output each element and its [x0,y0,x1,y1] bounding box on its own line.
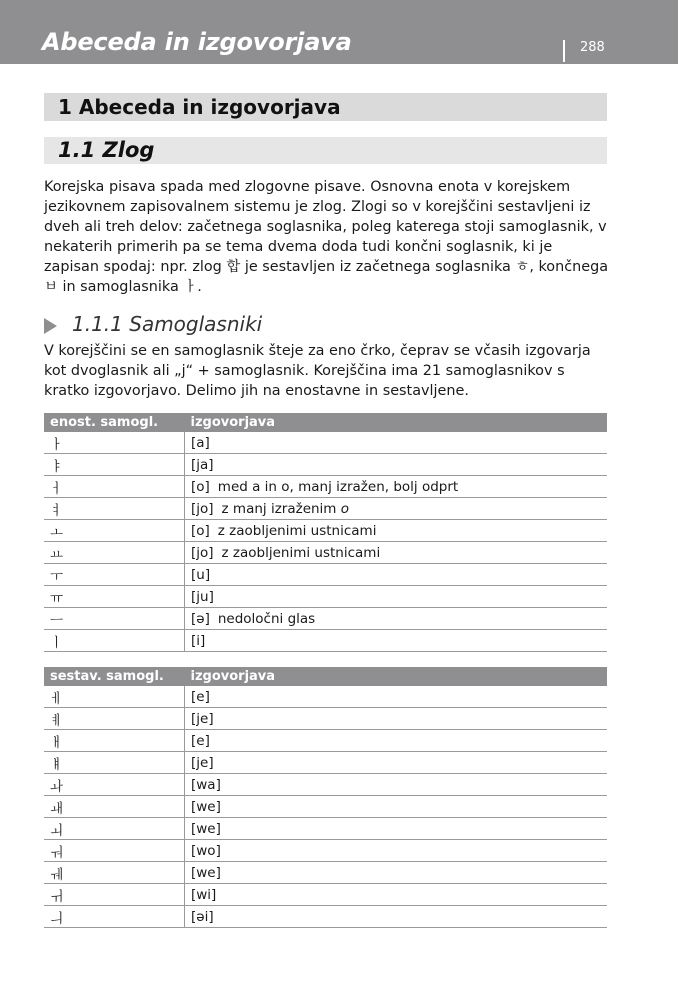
column-header: izgovorjava [185,413,608,432]
pronunciation: [a] [191,434,210,451]
pronunciation: [o] [191,478,210,495]
note-text: z zaobljenimi ustnicami [221,544,381,561]
table-row [44,630,607,652]
heading-3-text: 1.1.1 Samoglasniki [72,312,263,336]
table-row [44,498,607,520]
vowel-letter: ㅢ [44,906,185,928]
table-row [44,752,607,774]
table-row [44,774,607,796]
pronunciation-cell [185,686,608,708]
pronunciation: [o] [191,522,210,539]
pronunciation-note [218,479,458,495]
pronunciation: [ju] [191,588,214,605]
vowel-letter: ㅡ [44,608,185,630]
pronunciation: [ja] [191,456,214,473]
table-row [44,520,607,542]
pronunciation: [we] [191,820,221,837]
table-row [44,906,607,928]
pronunciation: [e] [191,688,210,705]
pronunciation: [wo] [191,842,221,859]
pronunciation-cell [185,730,608,752]
pronunciation-cell [185,454,608,476]
pronunciation: [je] [191,710,214,727]
vowel-letter: ㅗ [44,520,185,542]
vowel-letter: ㅕ [44,498,185,520]
table-header-row [44,667,607,686]
table-row [44,708,607,730]
heading-2 [44,137,607,164]
pronunciation: [wi] [191,886,217,903]
table-row [44,686,607,708]
table-row [44,862,607,884]
vowel-letter: ㅚ [44,818,185,840]
pronunciation-cell [185,884,608,906]
pronunciation-cell [185,608,608,630]
page-number: 288 [580,40,605,55]
vowel-letter: ㅑ [44,454,185,476]
pronunciation: [jo] [191,544,214,561]
vowel-letter: ㅙ [44,796,185,818]
pronunciation-note [222,545,381,561]
heading-1 [44,93,607,121]
table-row [44,432,607,454]
vowel-letter: ㅏ [44,432,185,454]
note-italic: o [340,500,350,517]
pronunciation-cell [185,520,608,542]
note-text: nedoločni glas [217,610,316,627]
triangle-right-icon [44,318,57,334]
table-row [44,476,607,498]
compound-vowels-table [44,667,607,928]
pronunciation: [wa] [191,776,221,793]
vowel-letter: ㅣ [44,630,185,652]
pronunciation: [e] [191,732,210,749]
table-row [44,796,607,818]
pronunciation-cell [185,498,608,520]
header-divider [563,40,565,62]
heading-2-text: 1.1 Zlog [58,138,155,162]
paragraph-syllable: Korejska pisava spada med zlogovne pisave. Osnovna enota v korejskem jezikovnem zapisovalnem sistemu je zlog. Zlogi so v korejščini sestavljeni iz dveh ali treh delov: začetnega soglasnika, poleg katerega stoji samoglasnik, v nekaterih primerih pa se tema dvema doda tudi končni soglasnik, ki je zapisan spodaj: npr. zlog 합 je sestavljen iz začetnega soglasnika ㅎ, končnega ㅂ in samoglasnika ㅏ. [44,179,609,295]
pronunciation-cell [185,564,608,586]
table-row [44,730,607,752]
vowel-letter: ㅞ [44,862,185,884]
vowel-letter: ㅐ [44,730,185,752]
table-row [44,818,607,840]
vowel-letter: ㅘ [44,774,185,796]
table-row [44,542,607,564]
pronunciation-cell [185,586,608,608]
pronunciation-cell [185,906,608,928]
table-row [44,840,607,862]
vowel-letter: ㅟ [44,884,185,906]
table-row [44,608,607,630]
note-text: z manj izraženim [221,500,337,517]
pronunciation: [ə] [191,610,210,627]
pronunciation-cell [185,862,608,884]
note-text: med a in o, manj izražen, bolj odprt [217,478,459,495]
pronunciation-cell [185,708,608,730]
pronunciation: [we] [191,798,221,815]
table-row [44,454,607,476]
vowel-letter: ㅝ [44,840,185,862]
pronunciation-note [218,523,377,539]
simple-vowels-table [44,413,607,652]
vowel-letter: ㅔ [44,686,185,708]
pronunciation: [je] [191,754,214,771]
pronunciation-cell [185,476,608,498]
running-title: Abeceda in izgovorjava [42,28,352,56]
table-row [44,564,607,586]
pronunciation-cell [185,840,608,862]
pronunciation-cell [185,752,608,774]
page-header-bar [0,0,678,64]
pronunciation-cell [185,796,608,818]
column-header: izgovorjava [185,667,608,686]
pronunciation: [jo] [191,500,214,517]
column-header: enost. samogl. [44,413,185,432]
vowel-letter: ㅜ [44,564,185,586]
pronunciation-cell [185,542,608,564]
table-row [44,884,607,906]
vowel-letter: ㅛ [44,542,185,564]
pronunciation: [we] [191,864,221,881]
pronunciation-note [218,611,315,627]
table-header-row [44,413,607,432]
pronunciation-cell [185,774,608,796]
note-text: z zaobljenimi ustnicami [217,522,377,539]
pronunciation: [u] [191,566,211,583]
pronunciation-note [222,501,349,517]
pronunciation-cell [185,432,608,454]
pronunciation-cell [185,818,608,840]
vowel-letter: ㅖ [44,708,185,730]
paragraph-vowels: V korejščini se en samoglasnik šteje za eno črko, čeprav se včasih izgovarja kot dvoglasnik ali „j“ + samoglasnik. Korejščina ima 21 samoglasnikov s kratko izgovorjavo. Delimo jih na enostavne in sestavljene. [44,343,591,399]
column-header: sestav. samogl. [44,667,185,686]
vowel-letter: ㅠ [44,586,185,608]
pronunciation-cell [185,630,608,652]
vowel-letter: ㅓ [44,476,185,498]
table-row [44,586,607,608]
heading-1-text: 1 Abeceda in izgovorjava [58,95,341,119]
pronunciation: [əi] [191,908,214,925]
pronunciation: [i] [191,632,206,649]
vowel-letter: ㅒ [44,752,185,774]
